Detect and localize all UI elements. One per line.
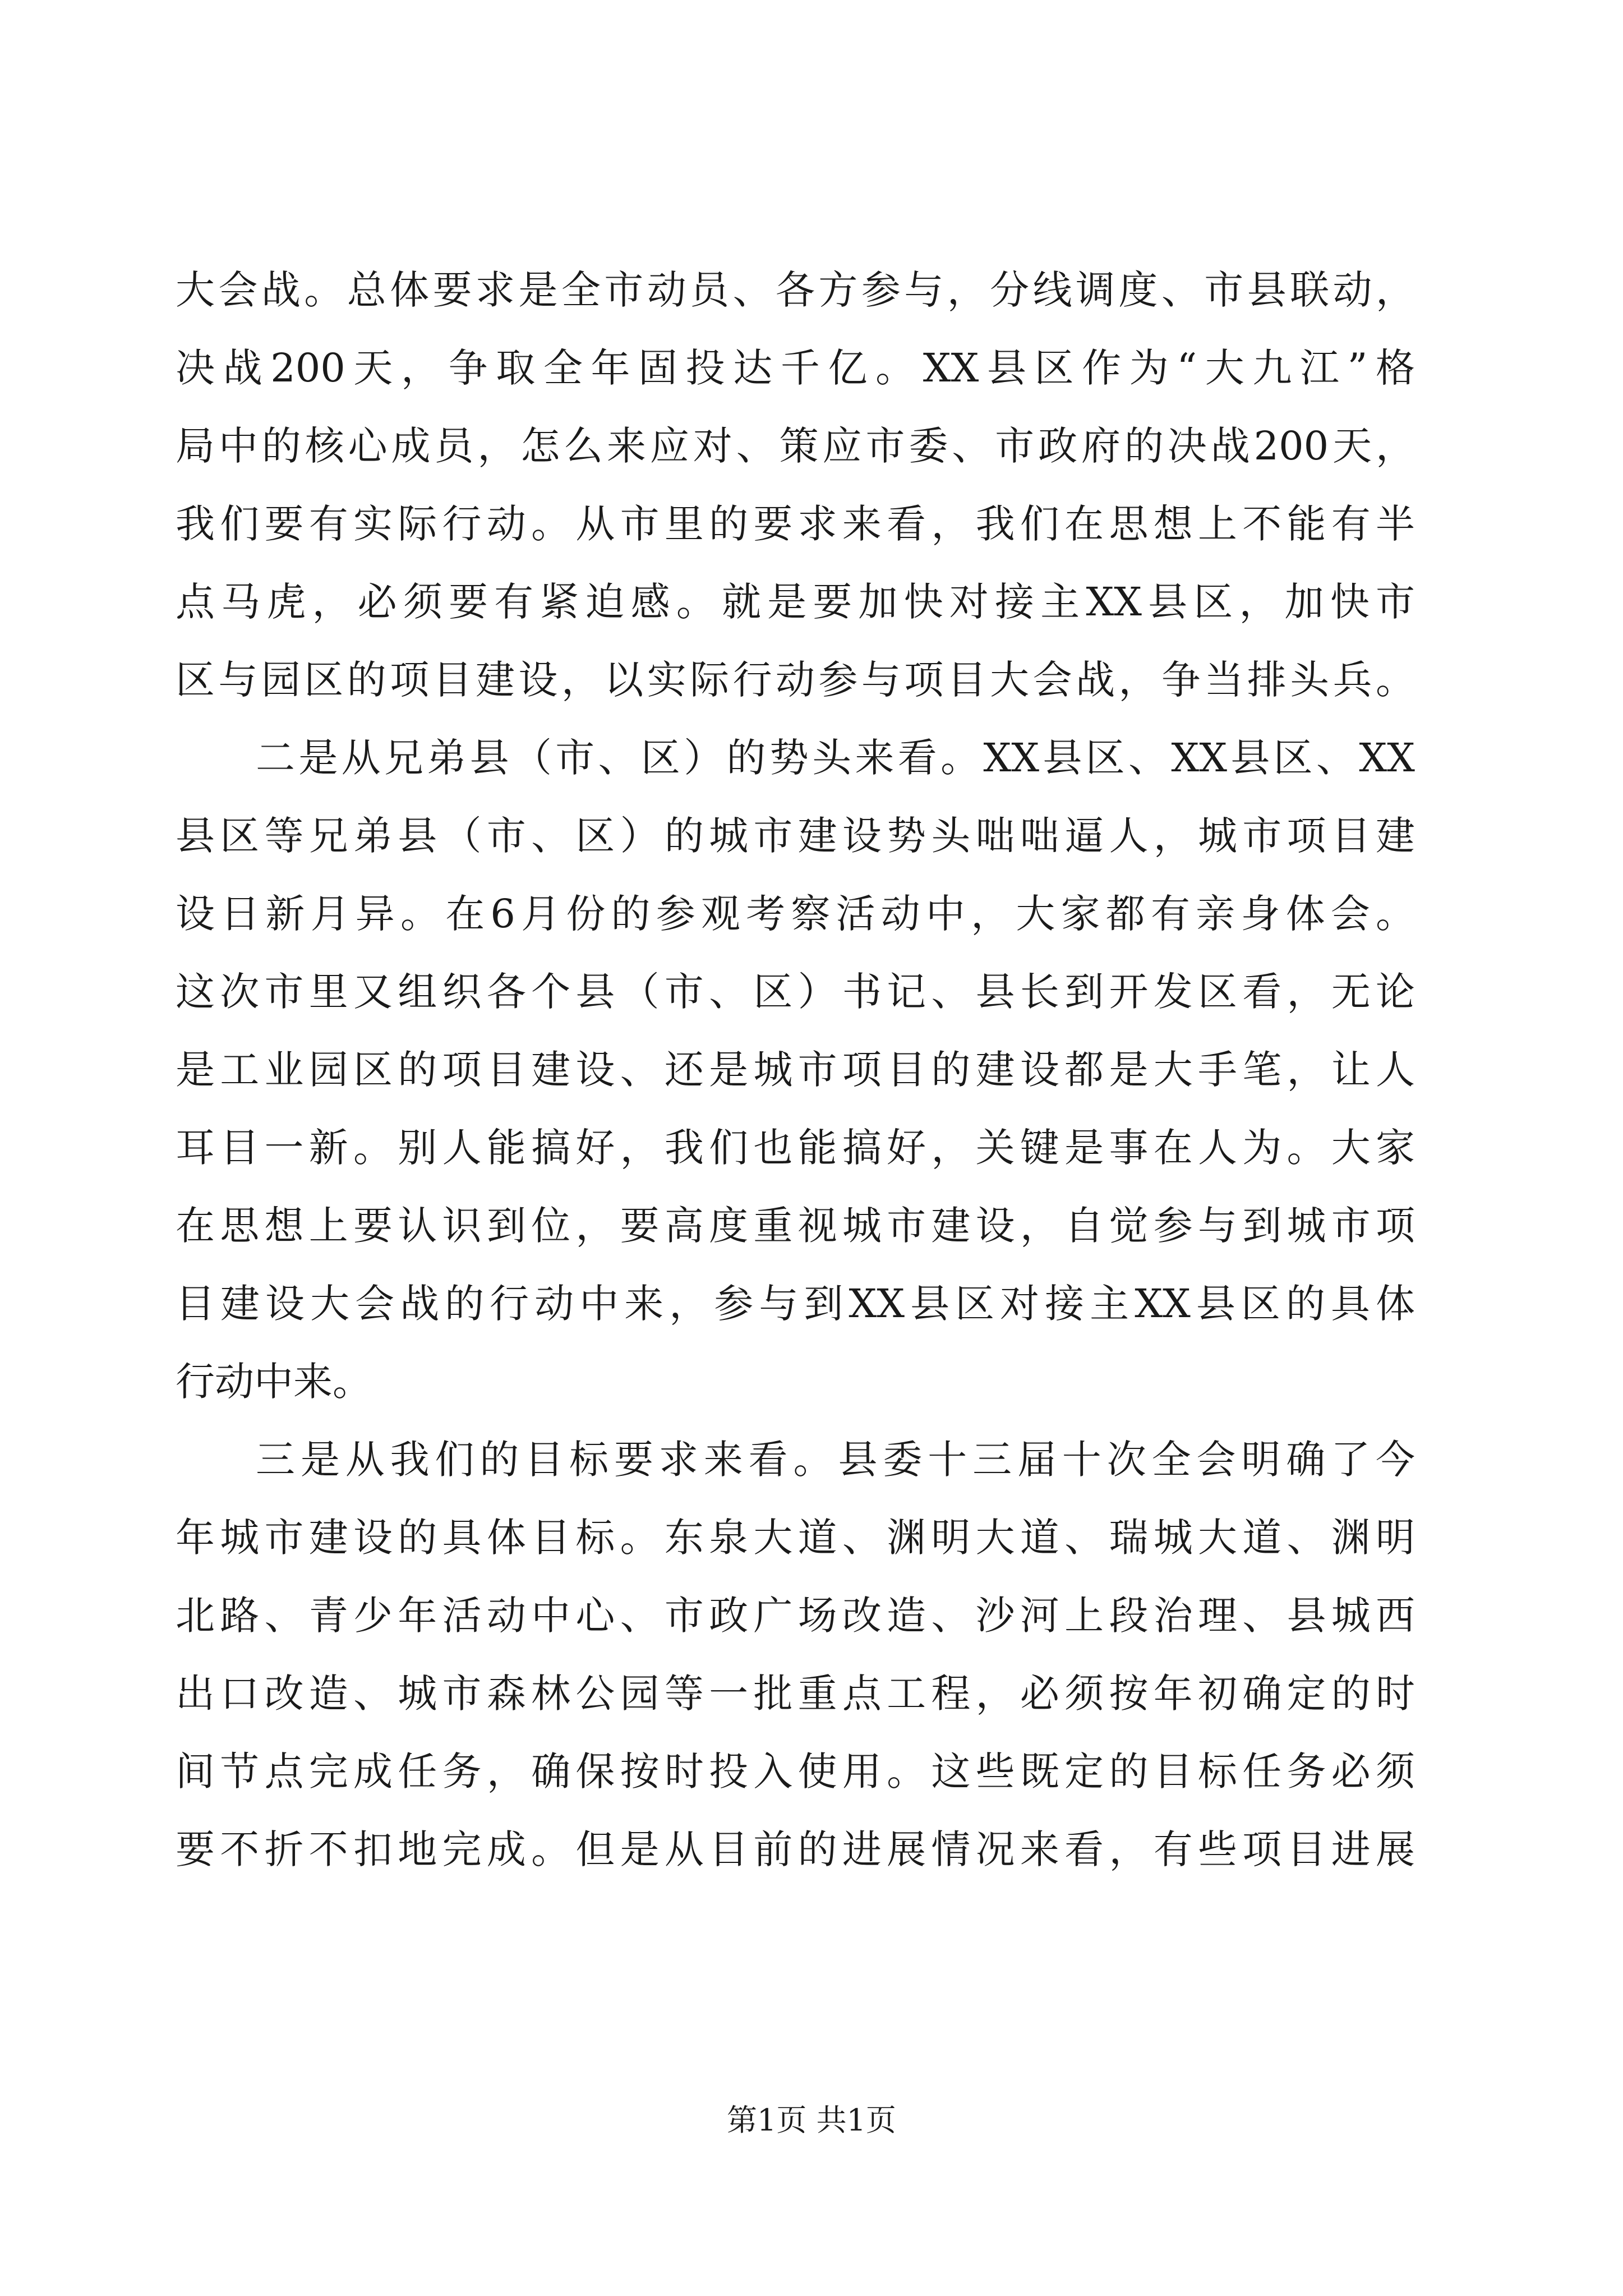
text-line: 行动中来。 [176, 1359, 372, 1405]
text-line: 目建设大会战的行动中来，参与到XX县区对接主XX县区的具体 [176, 1281, 1415, 1327]
paragraph-1 [176, 251, 1415, 719]
text-line: 区与园区的项目建设，以实际行动参与项目大会战，争当排头兵。 [176, 657, 1415, 703]
text-line: 耳目一新。别人能搞好，我们也能搞好，关键是事在人为。大家 [176, 1125, 1415, 1171]
text-line: 决战200天，争取全年固投达千亿。XX县区作为“大九江”格 [176, 345, 1415, 391]
text-line: 年城市建设的具体目标。东泉大道、渊明大道、瑞城大道、渊明 [176, 1515, 1415, 1561]
text-line: 我们要有实际行动。从市里的要求来看，我们在思想上不能有半 [176, 501, 1415, 547]
text-line: 间节点完成任务，确保按时投入使用。这些既定的目标任务必须 [176, 1749, 1415, 1795]
text-line: 县区等兄弟县（市、区）的城市建设势头咄咄逼人，城市项目建 [176, 813, 1415, 859]
paragraph-3 [176, 1421, 1415, 1889]
text-line: 是工业园区的项目建设、还是城市项目的建设都是大手笔，让人 [176, 1047, 1415, 1093]
page-footer: 第1页 共1页 [727, 2102, 896, 2138]
text-line: 点马虎，必须要有紧迫感。就是要加快对接主XX县区，加快市 [176, 579, 1415, 625]
text-line: 设日新月异。在6月份的参观考察活动中，大家都有亲身体会。 [176, 891, 1415, 937]
text-line: 要不折不扣地完成。但是从目前的进展情况来看，有些项目进展 [176, 1826, 1415, 1872]
document-body [176, 251, 1415, 1889]
text-line: 北路、青少年活动中心、市政广场改造、沙河上段治理、县城西 [176, 1593, 1415, 1639]
text-line: 这次市里又组织各个县（市、区）书记、县长到开发区看，无论 [176, 969, 1415, 1015]
text-line: 局中的核心成员，怎么来应对、策应市委、市政府的决战200天， [176, 423, 1415, 469]
text-line: 大会战。总体要求是全市动员、各方参与，分线调度、市县联动， [176, 267, 1415, 313]
text-line: 在思想上要认识到位，要高度重视城市建设，自觉参与到城市项 [176, 1203, 1415, 1249]
text-line: 出口改造、城市森林公园等一批重点工程，必须按年初确定的时 [176, 1671, 1415, 1717]
paragraph-2 [176, 719, 1415, 1421]
text-line: 三是从我们的目标要求来看。县委十三届十次全会明确了今 [256, 1437, 1415, 1483]
text-line: 二是从兄弟县（市、区）的势头来看。XX县区、XX县区、XX [256, 735, 1415, 781]
